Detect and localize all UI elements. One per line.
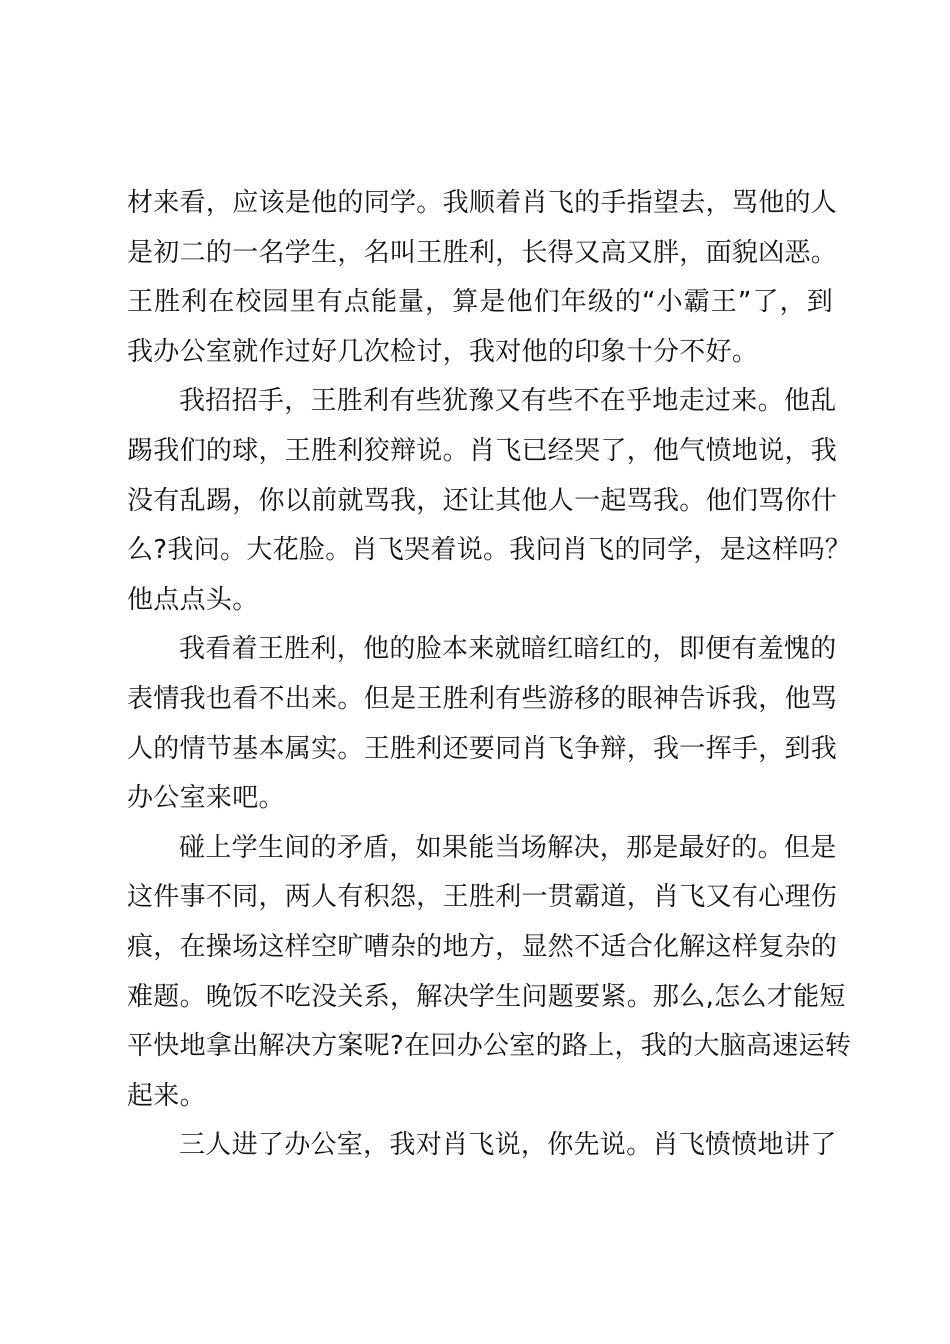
text-line: 踢我们的球，王胜利狡辩说。肖飞已经哭了，他气愤地说，我 (127, 435, 838, 466)
text-line: 三人进了办公室，我对肖飞说，你先说。肖飞愤愤地讲了 (179, 1130, 837, 1161)
text-line: 我看着王胜利，他的脸本来就暗红暗红的，即便有羞愧的 (179, 634, 837, 665)
text-line: 表情我也看不出来。但是王胜利有些游移的眼神告诉我，他骂 (127, 683, 838, 714)
text-line: 难题。晚饭不吃没关系，解决学生问题要紧。那么,怎么才能短 (127, 981, 846, 1012)
text-line: 平快地拿出解决方案呢?在回办公室的路上，我的大脑高速运转 (127, 1031, 852, 1062)
text-line: 碰上学生间的矛盾，如果能当场解决，那是最好的。但是 (179, 832, 837, 863)
text-line: 是初二的一名学生，名叫王胜利，长得又高又胖，面貌凶恶。 (127, 237, 838, 268)
text-line: 材来看，应该是他的同学。我顺着肖飞的手指望去，骂他的人 (127, 188, 838, 218)
text-line: 么?我问。大花脸。肖飞哭着说。我问肖飞的同学，是这样吗？ (127, 535, 852, 566)
text-line: 他点点头。 (127, 584, 259, 615)
text-line: 我办公室就作过好几次检讨，我对他的印象十分不好。 (127, 336, 759, 367)
text-line: 没有乱踢，你以前就骂我，还让其他人一起骂我。他们骂你什 (127, 485, 838, 516)
text-line: 起来。 (127, 1080, 206, 1111)
text-line: 王胜利在校园里有点能量，算是他们年级的“小霸王”了，到 (127, 287, 833, 318)
text-line: 这件事不同，两人有积怨，王胜利一贯霸道，肖飞又有心理伤 (127, 882, 838, 913)
text-line: 办公室来吧。 (127, 783, 285, 814)
body-text (127, 179, 852, 1171)
text-line: 人的情节基本属实。王胜利还要同肖飞争辩，我一挥手，到我 (127, 733, 838, 764)
text-line: 痕，在操场这样空旷嘈杂的地方，显然不适合化解这样复杂的 (127, 931, 838, 962)
text-line: 我招招手，王胜利有些犹豫又有些不在乎地走过来。他乱 (179, 386, 837, 417)
